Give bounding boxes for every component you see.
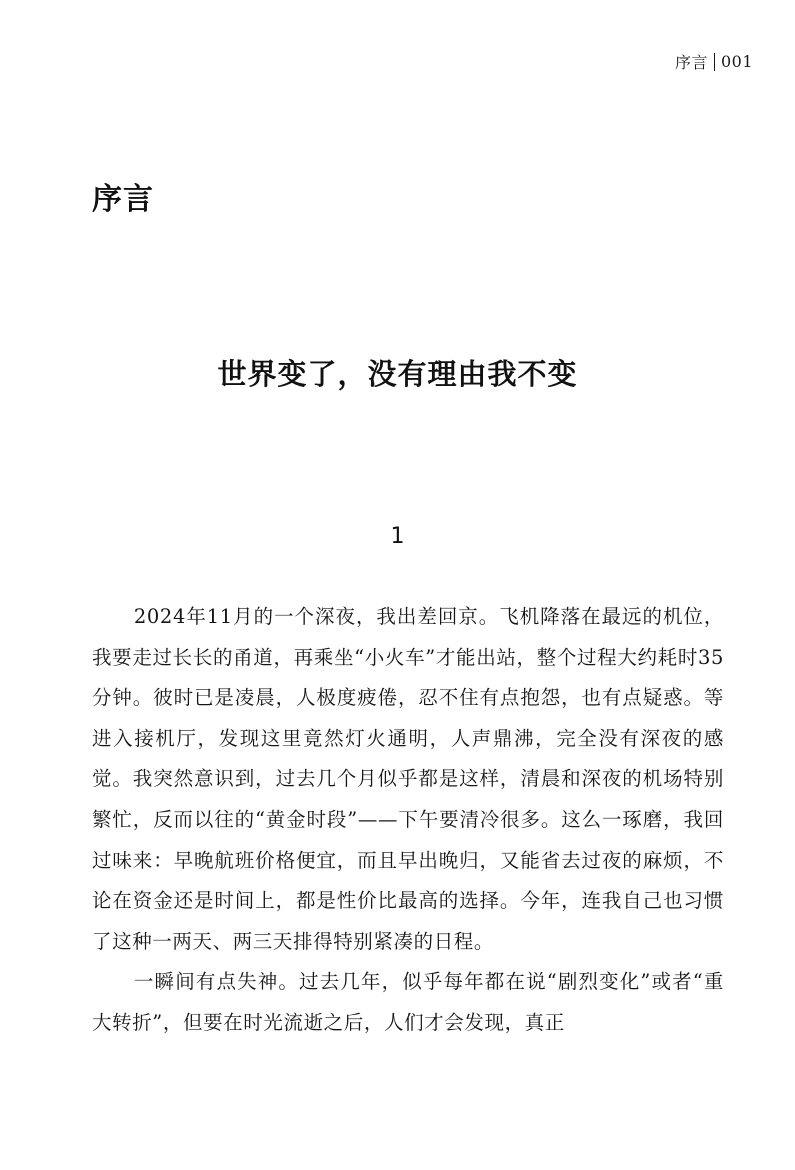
running-header-divider	[714, 53, 715, 71]
section-number: 1	[390, 524, 405, 549]
paragraph: 一瞬间有点失神。过去几年，似乎每年都在说“剧烈变化”或者“重大转折”，但要在时光流逝之后，人们才会发现，真正	[92, 970, 724, 1034]
part-title: 序言	[92, 182, 154, 217]
body-text	[92, 597, 724, 1044]
chapter-title: 世界变了，没有理由我不变	[217, 357, 578, 391]
paragraph: 2024年11月的一个深夜，我出差回京。飞机降落在最远的机位，我要走过长长的甬道，再乘坐“小火车”才能出站，整个过程大约耗时35分钟。彼时已是凌晨，人极度疲倦，忍不住有点抱怨，也有点疑惑。等进入接机厅，发现这里竟然灯火通明，人声鼎沸，完全没有深夜的感觉。我突然意识到，过去几个月似乎都是这样，清晨和深夜的机场特别繁忙，反而以往的“黄金时段”——下午要清冷很多。这么一琢磨，我回过味来：早晚航班价格便宜，而且早出晚归，又能省去过夜的麻烦，不论在资金还是时间上，都是性价比最高的选择。今年，连我自己也习惯了这种一两天、两三天排得特别紧凑的日程。	[92, 605, 724, 953]
running-header	[675, 50, 753, 73]
page-number: 001	[720, 52, 753, 71]
running-header-section: 序言	[674, 53, 708, 72]
